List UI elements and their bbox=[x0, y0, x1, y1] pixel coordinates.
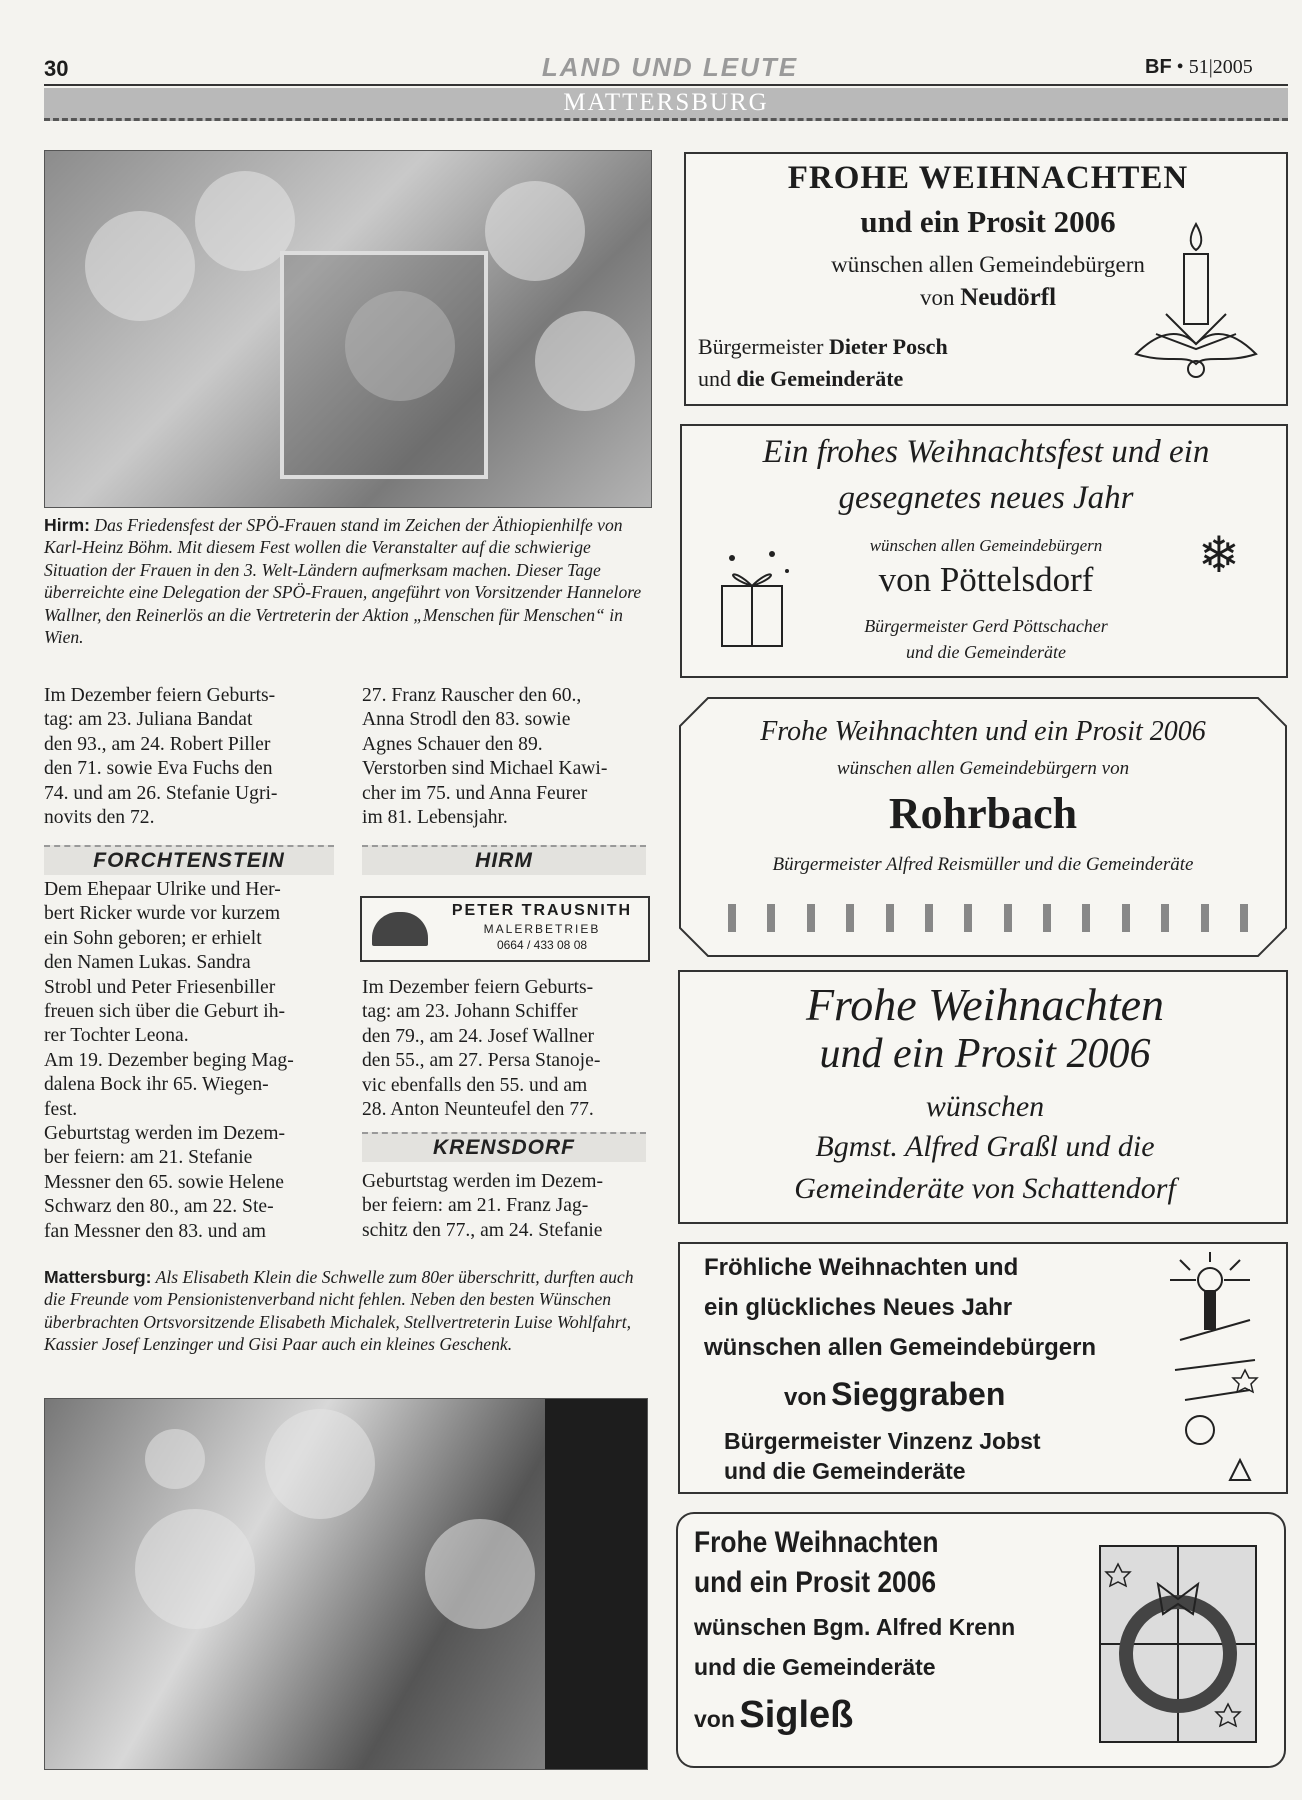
sieggraben-council: und die Gemeinderäte bbox=[724, 1458, 966, 1484]
header-rule bbox=[44, 84, 1288, 86]
poettelsdorf-town: von Pöttelsdorf bbox=[878, 560, 1094, 599]
caption-text: Das Friedensfest der SPÖ-Frauen stand im Zeichen der Äthiopienhilfe von Karl-Heinz Böhm. Mit diesem Fest wollen die Veranstalter auf die schwierige Situation der Frauen in den 3. Welt-Ländern aufmerksam machen. Dieser Tage überreichte eine Delegation der SPÖ-Frauen, angeführt von Vorsitzender Hannelore Wallner, den Reinerlös an die Vertreterin der Aktion „Menschen für Menschen“ in Wien. bbox=[44, 515, 642, 648]
sigless-line4: und die Gemeinderäte bbox=[694, 1654, 936, 1680]
neudoerfl-mayor-prefix: Bürgermeister bbox=[698, 334, 824, 359]
ad-peter-trausnith bbox=[360, 896, 650, 962]
issue-number: 51|2005 bbox=[1188, 56, 1253, 78]
candle-icon bbox=[846, 904, 854, 932]
body-text-line: den 71. sowie Eva Fuchs den bbox=[44, 758, 273, 780]
sigless-von: von bbox=[694, 1706, 735, 1732]
heading-hirm: HIRM bbox=[362, 845, 646, 875]
neudoerfl-line3: wünschen allen Gemeindebürgern bbox=[831, 252, 1145, 277]
poettelsdorf-council: und die Gemeinderäte bbox=[906, 642, 1066, 662]
schattendorf-line4: Bgmst. Alfred Graßl und die bbox=[815, 1130, 1155, 1163]
candle-icon bbox=[807, 904, 815, 932]
body-text-line: Dem Ehepaar Ulrike und Her- bbox=[44, 879, 281, 900]
publication-name: BF bbox=[1145, 56, 1172, 78]
rohrbach-mayor: Bürgermeister Alfred Reismüller und die Gemeinderäte bbox=[772, 854, 1194, 875]
neudoerfl-council-text: die Gemeinderäte bbox=[736, 366, 904, 391]
body-text-line: 28. Anton Neunteufel den 77. bbox=[362, 1099, 594, 1121]
body-text-line: im 81. Lebensjahr. bbox=[362, 807, 508, 829]
body-text-line: bert Ricker wurde vor kurzem bbox=[44, 903, 281, 925]
christmas-decoration-icon bbox=[1160, 1250, 1270, 1490]
body-text-line: cher im 75. und Anna Feurer bbox=[362, 782, 588, 804]
photo2-caption bbox=[44, 1266, 650, 1356]
photo-figure bbox=[265, 1409, 375, 1519]
caption-place: Mattersburg: bbox=[44, 1267, 152, 1287]
schattendorf-line5: Gemeinderäte von Schattendorf bbox=[794, 1172, 1176, 1205]
schattendorf-line3: wünschen bbox=[925, 1090, 1045, 1123]
body-text-line: 27. Franz Rauscher den 60., bbox=[362, 685, 582, 706]
column-1-intro bbox=[44, 684, 336, 830]
ad-sigless bbox=[676, 1512, 1286, 1768]
sieggraben-line3: wünschen allen Gemeindebürgern bbox=[704, 1334, 1097, 1361]
poettelsdorf-mayor: Bürgermeister Gerd Pöttschacher bbox=[864, 616, 1108, 636]
photo-mattersburg-birthday bbox=[44, 1398, 648, 1770]
body-text-line: Im Dezember feiern Geburts- bbox=[362, 977, 594, 998]
body-text-line: dalena Bock ihr 65. Wiegen- bbox=[44, 1074, 269, 1096]
body-text-line: Im Dezember feiern Geburts- bbox=[44, 685, 276, 706]
body-text-line: den 93., am 24. Robert Piller bbox=[44, 733, 271, 755]
column-1-forchtenstein bbox=[44, 878, 336, 1244]
publication-info: BF • 51|2005 bbox=[1145, 56, 1253, 78]
rohrbach-town: Rohrbach bbox=[888, 789, 1078, 838]
body-text-line: Agnes Schauer den 89. bbox=[362, 733, 543, 755]
snowflake-icon: ❄ bbox=[1198, 526, 1240, 584]
ad-rohrbach bbox=[678, 696, 1288, 958]
schattendorf-line1: Frohe Weihnachten bbox=[805, 979, 1165, 1030]
photo-figure bbox=[145, 1429, 205, 1489]
photo-figure bbox=[425, 1519, 535, 1629]
rohrbach-line2: wünschen allen Gemeindebürgern von bbox=[836, 758, 1130, 779]
neudoerfl-mayor-name: Dieter Posch bbox=[828, 334, 948, 359]
photo-dark-door bbox=[545, 1399, 647, 1769]
photo-figure bbox=[485, 181, 585, 281]
poettelsdorf-line1: Ein frohes Weihnachtsfest und ein bbox=[762, 434, 1210, 470]
body-text-line: fest. bbox=[44, 1098, 78, 1120]
photo-frame bbox=[280, 251, 488, 479]
body-text-line: Verstorben sind Michael Kawi- bbox=[362, 758, 608, 780]
body-text-line: Messner den 65. sowie Helene bbox=[44, 1171, 284, 1193]
sieggraben-town-line bbox=[784, 1376, 1005, 1413]
gift-icon bbox=[712, 546, 802, 656]
body-text-line: den 55., am 27. Persa Stanoje- bbox=[362, 1050, 601, 1072]
trausnith-phone: 0664 / 433 08 08 bbox=[496, 938, 588, 952]
neudoerfl-line2: und ein Prosit 2006 bbox=[860, 204, 1116, 239]
trausnith-trade: MALERBETRIEB bbox=[483, 922, 601, 936]
sieggraben-line2: ein glückliches Neues Jahr bbox=[704, 1294, 1013, 1321]
sigless-line3: wünschen Bgm. Alfred Krenn bbox=[694, 1614, 1016, 1640]
poettelsdorf-line3: wünschen allen Gemeindebürgern bbox=[869, 536, 1103, 555]
body-text-line: novits den 72. bbox=[44, 807, 155, 829]
candle-icon bbox=[1122, 904, 1130, 932]
body-text-line: den Namen Lukas. Sandra bbox=[44, 952, 251, 974]
sigless-town-line bbox=[694, 1694, 853, 1737]
candle-icon bbox=[1043, 904, 1051, 932]
candle-icon bbox=[886, 904, 894, 932]
candle-icon bbox=[925, 904, 933, 932]
candle-icon bbox=[1240, 904, 1248, 932]
caption-text: Als Elisabeth Klein die Schwelle zum 80er überschritt, durften auch die Freunde vom Pensionistenverband nicht fehlen. Neben den besten Wünschen überbrachten Ortsvorsitzende Elisabeth Michalek, Stellvertreterin Luise Wohlfahrt, Kassier Josef Lenzinger und Gisi Paar auch ein kleines Geschenk. bbox=[44, 1267, 634, 1355]
photo-figure bbox=[535, 311, 635, 411]
body-text-line: tag: am 23. Juliana Bandat bbox=[44, 709, 253, 731]
body-text-line: ber feiern: am 21. Franz Jag- bbox=[362, 1195, 589, 1217]
body-text-line: Anna Strodl den 83. sowie bbox=[362, 709, 571, 731]
body-text-line: schitz den 77., am 24. Stefanie bbox=[362, 1219, 603, 1241]
caption-place: Hirm: bbox=[44, 515, 90, 535]
photo-spoe-women bbox=[44, 150, 652, 508]
page-number: 30 bbox=[44, 56, 69, 81]
body-text-line: Geburtstag werden im Dezem- bbox=[44, 1123, 286, 1145]
body-text-line: tag: am 23. Johann Schiffer bbox=[362, 1001, 578, 1023]
body-text-line: Am 19. Dezember beging Mag- bbox=[44, 1049, 294, 1071]
body-text-line: rer Tochter Leona. bbox=[44, 1025, 189, 1047]
sieggraben-line1: Fröhliche Weihnachten und bbox=[704, 1254, 1019, 1281]
heading-forchtenstein: FORCHTENSTEIN bbox=[44, 845, 334, 875]
ad-sieggraben bbox=[678, 1242, 1288, 1494]
column-2-intro bbox=[362, 684, 654, 830]
trausnith-logo bbox=[372, 912, 428, 946]
column-2-hirm bbox=[362, 976, 654, 1122]
sieggraben-town: Sieggraben bbox=[831, 1376, 1006, 1412]
neudoerfl-line1: FROHE WEIHNACHTEN bbox=[787, 160, 1189, 196]
neudoerfl-von: von bbox=[919, 285, 955, 310]
photo-figure bbox=[85, 211, 195, 321]
body-text-line: ein Sohn geboren; er erhielt bbox=[44, 927, 262, 949]
body-text-line: den 79., am 24. Josef Wallner bbox=[362, 1025, 595, 1047]
column-2-krensdorf bbox=[362, 1170, 654, 1243]
candle-icon bbox=[1201, 904, 1209, 932]
candle-icon bbox=[1126, 214, 1266, 394]
neudoerfl-town: Neudörfl bbox=[960, 284, 1057, 311]
trausnith-name: PETER TRAUSNITH bbox=[451, 902, 633, 919]
ad-schattendorf bbox=[678, 970, 1288, 1224]
heading-krensdorf: KRENSDORF bbox=[362, 1132, 646, 1162]
sieggraben-mayor: Bürgermeister Vinzenz Jobst bbox=[724, 1428, 1041, 1454]
photo-figure bbox=[135, 1509, 255, 1629]
body-text-line: Strobl und Peter Friesenbiller bbox=[44, 976, 276, 998]
region-banner-title: MATTERSBURG bbox=[563, 89, 769, 116]
neudoerfl-mayor bbox=[698, 334, 948, 360]
body-text-line: Geburtstag werden im Dezem- bbox=[362, 1171, 604, 1192]
sigless-line2: und ein Prosit 2006 bbox=[694, 1566, 937, 1599]
sigless-town: Sigleß bbox=[739, 1694, 854, 1736]
sigless-line1: Frohe Weihnachten bbox=[694, 1526, 939, 1559]
wreath-window-icon bbox=[1098, 1544, 1258, 1744]
body-text-line: Schwarz den 80., am 22. Ste- bbox=[44, 1196, 274, 1218]
sieggraben-von: von bbox=[784, 1384, 827, 1411]
candle-icon bbox=[964, 904, 972, 932]
candle-icon bbox=[1004, 904, 1012, 932]
body-text-line: 74. und am 26. Stefanie Ugri- bbox=[44, 782, 278, 804]
neudoerfl-council-prefix: und bbox=[698, 366, 731, 391]
neudoerfl-council bbox=[698, 366, 903, 392]
body-text-line: vic ebenfalls den 55. und am bbox=[362, 1074, 588, 1096]
rohrbach-line1: Frohe Weihnachten und ein Prosit 2006 bbox=[760, 716, 1206, 747]
body-text-line: freuen sich über die Geburt ih- bbox=[44, 1001, 286, 1023]
photo1-caption bbox=[44, 514, 650, 648]
rohrbach-candles bbox=[728, 904, 1248, 932]
region-banner bbox=[44, 88, 1288, 121]
schattendorf-line2: und ein Prosit 2006 bbox=[819, 1031, 1151, 1077]
ad-poettelsdorf bbox=[680, 424, 1288, 678]
ad-neudoerfl bbox=[684, 152, 1288, 406]
candle-icon bbox=[728, 904, 736, 932]
section-title: LAND UND LEUTE bbox=[541, 52, 799, 82]
candle-icon bbox=[1161, 904, 1169, 932]
candle-icon bbox=[1082, 904, 1090, 932]
body-text-line: ber feiern: am 21. Stefanie bbox=[44, 1147, 253, 1169]
poettelsdorf-line2: gesegnetes neues Jahr bbox=[838, 480, 1134, 516]
body-text-line: fan Messner den 83. und am bbox=[44, 1220, 267, 1242]
candle-icon bbox=[767, 904, 775, 932]
